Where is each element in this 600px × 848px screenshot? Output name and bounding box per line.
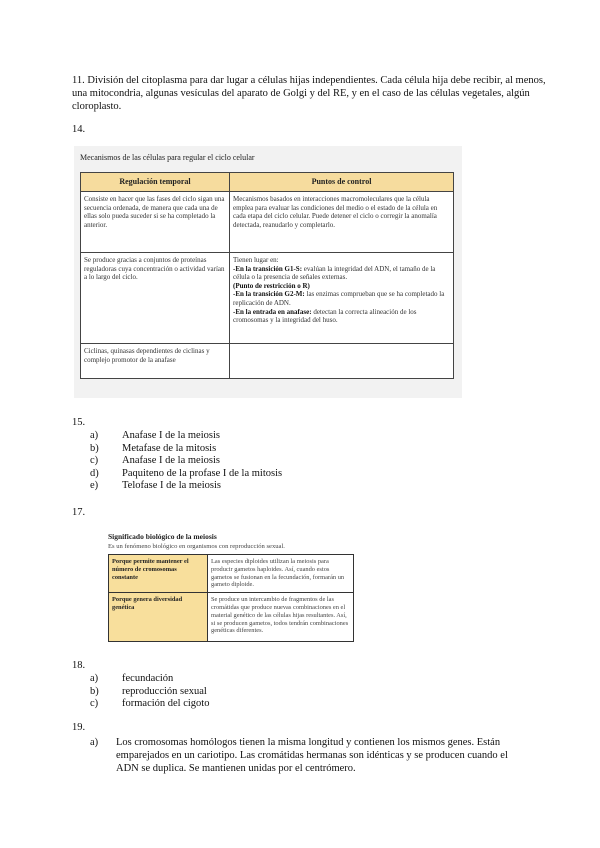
table-row — [109, 593, 354, 642]
q17-subtitle: Es un fenómeno biológico en organismos con reproducción sexual. — [108, 543, 285, 550]
row2-restriction — [233, 282, 450, 291]
header-puntos: Puntos de control — [230, 173, 454, 192]
cell-cycle-table — [80, 172, 454, 379]
row3-right — [230, 344, 454, 379]
item-text: Paquiteno de la profase I de la mitosis — [122, 467, 283, 479]
row3-left: Ciclinas, quinasas dependientes de ciclinas y complejo promotor de la anafase — [81, 344, 230, 379]
g1s-label: -En la transición G1-S: — [233, 264, 303, 273]
list-item — [88, 673, 209, 686]
list-item — [88, 686, 209, 699]
row2-right — [230, 253, 454, 344]
table-row — [81, 253, 454, 344]
item-text: formación del cigoto — [122, 698, 210, 709]
g2m-label: -En la transición G2-M: — [233, 290, 305, 299]
row2-anafase — [233, 308, 450, 325]
row1-text: Las especies diploides utilizan la meiosis para producir gametos haploides. Así, cuando estos gametos se fusionan en la fecundación, formarán un gameto diploide. — [208, 555, 354, 593]
row2-text: Se produce un intercambio de fragmentos de las cromátidas que produce nuevas combinaciones en el material genético de las células hijas resultantes. Así, si se producen gametos, todos tendrán combinaciones genéticas diferentes. — [208, 593, 354, 642]
row1-right: Mecanismos basados en interacciones macromoleculares que la célula emplea para evaluar las condiciones del medio o el estado de la célula en cada etapa del ciclo celular. Puede detener el ciclo o corregir la anomalía detectada, reanudarlo y completarlo. — [230, 192, 454, 253]
list-item — [88, 443, 282, 456]
header-regulacion: Regulación temporal — [81, 173, 230, 192]
item-label: c) — [90, 455, 99, 466]
q18-list — [88, 673, 209, 711]
question-11 — [72, 74, 556, 113]
row2-head: Porque genera diversidad genética — [109, 593, 208, 642]
table-row — [81, 192, 454, 253]
list-item — [88, 468, 282, 481]
anafase-label: -En la entrada en anafase: — [233, 307, 312, 316]
g2m-text: las enzimas comprueban que se ha completado la replicación de ADN. — [233, 290, 445, 307]
row2-g2m — [233, 290, 450, 307]
q17-title: Significado biológico de la meiosis — [108, 532, 217, 541]
table-row — [81, 344, 454, 379]
item-text: Anafase I de la meiosis — [122, 430, 220, 441]
anafase-text: detectan la correcta alineación de los cromosomas y la integridad del huso. — [233, 307, 417, 325]
table-row — [109, 555, 354, 593]
item-label: e) — [90, 480, 99, 491]
list-item — [88, 698, 209, 711]
q19-number: 19. — [72, 722, 86, 733]
q14-caption: Mecanismos de las células para regular el ciclo celular — [80, 153, 255, 162]
row2-intro: Tienen lugar en: — [233, 256, 279, 264]
table-header-row — [81, 173, 454, 192]
q15-number: 15. — [72, 417, 86, 428]
q11-number: 11. — [72, 75, 85, 86]
row2-g1s — [233, 265, 450, 282]
list-item — [88, 455, 282, 468]
q15-list — [88, 430, 282, 493]
q14-number: 14. — [72, 124, 86, 135]
item-text: Metafase de la mitosis — [122, 442, 217, 454]
q17-number: 17. — [72, 507, 86, 518]
item-text: fecundación — [122, 673, 174, 684]
q18-number: 18. — [72, 660, 86, 671]
restriction-label: (Punto de restricción o R) — [233, 281, 310, 290]
item-label: b) — [90, 685, 99, 697]
item-label: a) — [90, 430, 99, 441]
q19-label: a) — [90, 737, 99, 748]
list-item — [88, 430, 282, 443]
q19-answer — [88, 736, 528, 775]
item-text: Telofase I de la meiosis — [122, 480, 221, 491]
list-item — [88, 480, 282, 493]
row1-head: Porque permite mantener el número de cromosomas constante — [109, 555, 208, 593]
item-text: reproducción sexual — [122, 685, 207, 697]
item-label: a) — [90, 673, 99, 684]
q11-text: División del citoplasma para dar lugar a células hijas independientes. Cada célula hija debe recibir, al menos, una mitocondria, algunas vesículas del aparato de Golgi y del RE, y en el caso de las células vegetales, algún cloroplasto. — [72, 75, 546, 112]
item-label: c) — [90, 698, 99, 709]
q14-figure — [74, 146, 462, 398]
q19-text: Los cromosomas homólogos tienen la misma longitud y contienen los mismos genes. Están emparejados en un cariotipo. Las cromátidas hermanas son idénticas y se producen cuando el ADN se duplica. Se mantienen unidas por el centrómero. — [116, 737, 508, 774]
item-text: Anafase I de la meiosis — [122, 455, 220, 466]
row2-left: Se produce gracias a conjuntos de proteínas reguladoras cuya concentración o actividad varían a lo largo del ciclo. — [81, 253, 230, 344]
item-label: b) — [90, 442, 99, 454]
meiosis-table — [108, 554, 354, 642]
row1-left: Consiste en hacer que las fases del ciclo sigan una secuencia ordenada, de manera que cada una de ellas solo pueda suceder si se ha completado la anterior. — [81, 192, 230, 253]
item-label: d) — [90, 467, 99, 479]
g1s-text: evalúan la integridad del ADN, el tamaño de la célula o la presencia de señales externas. — [233, 264, 436, 282]
